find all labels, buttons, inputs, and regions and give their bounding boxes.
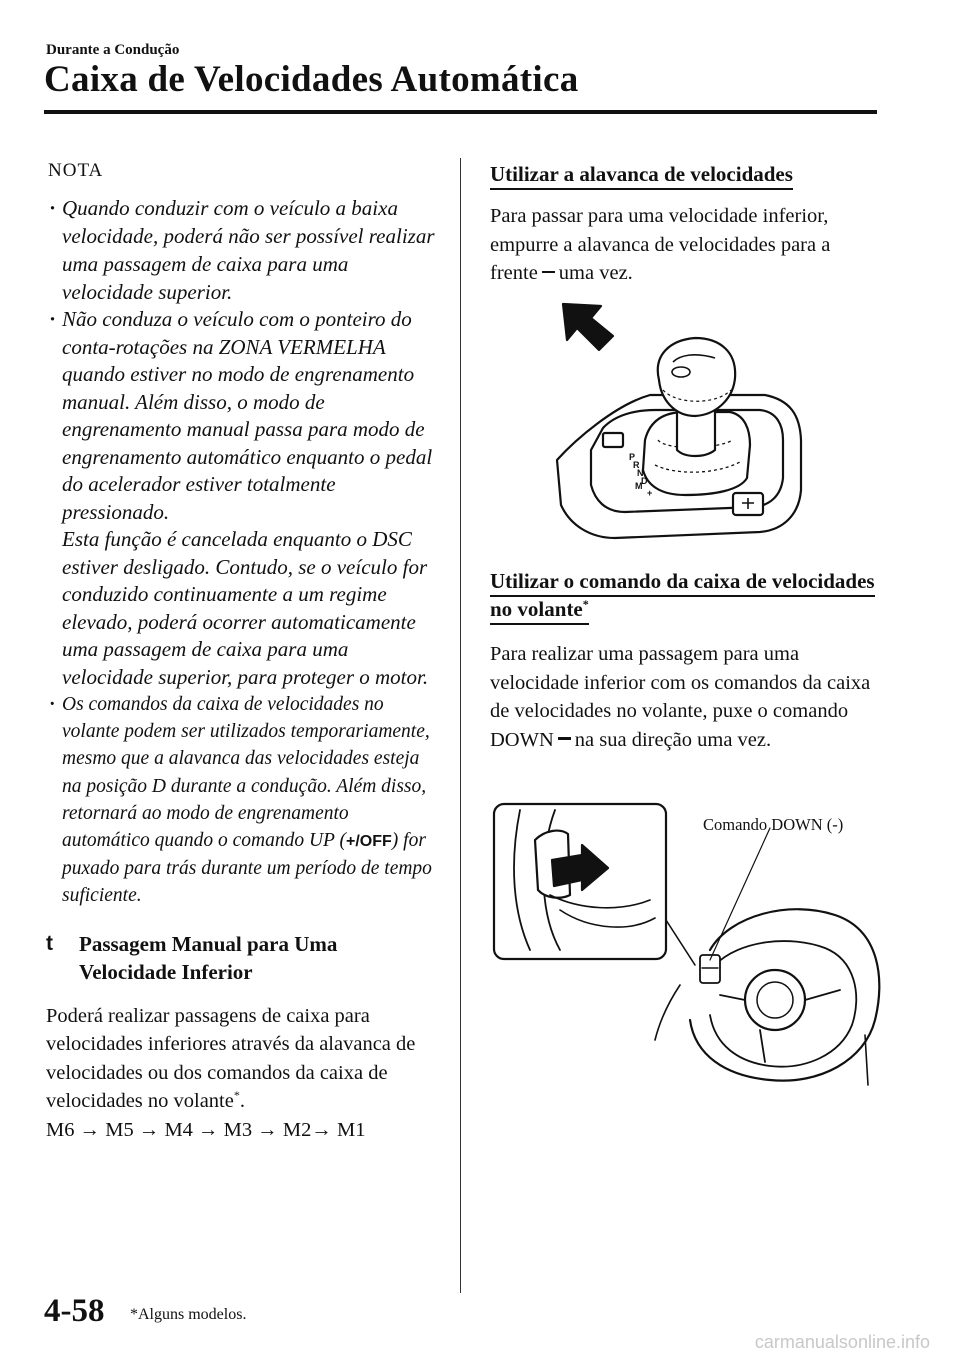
shift-letter-d: D: [641, 476, 648, 486]
note-list: [46, 194, 438, 910]
shift-lever-text-end: uma vez.: [558, 262, 633, 284]
left-column: [46, 158, 438, 1144]
footnote-asterisk: *: [233, 1088, 240, 1103]
footnote-asterisk: *: [582, 597, 589, 611]
section-marker-icon: t: [46, 931, 53, 955]
subheading-text: Passagem Manual para Uma Velocidade Inferior: [79, 931, 338, 984]
subheading: [46, 930, 438, 986]
shift-lever-illustration: [555, 300, 805, 555]
body-paragraph: [46, 1002, 438, 1145]
note-text-end: ) for puxado para trás durante um período de tempo suficiente.: [62, 830, 432, 907]
note-continuation: Esta função é cancelada enquanto o DSC estiver desligado. Contudo, se o veículo for conduzido continuamente a um regime elevado, poderá ocorrer automaticamente uma passagem de caixa para uma velocidade superior, para proteger o motor.: [62, 527, 429, 689]
shift-letter-plus: +: [647, 488, 653, 498]
shift-lever-paragraph: [490, 202, 882, 288]
page-title: Caixa de Velocidades Automática: [44, 59, 579, 100]
steering-wheel-illustration: [490, 800, 890, 1100]
section-label: Durante a Condução: [46, 42, 180, 58]
body-text: Poderá realizar passagens de caixa para velocidades inferiores através da alavanca de velocidades ou dos comandos da caixa de velocidades no volante: [46, 1004, 416, 1113]
minus-icon: [558, 737, 571, 740]
body-text-end: .: [239, 1090, 245, 1113]
column-divider: [460, 158, 461, 1293]
note-item: [46, 691, 438, 910]
right-column: [490, 160, 882, 288]
title-rule: [44, 110, 877, 114]
footnote: *Alguns modelos.: [130, 1306, 247, 1323]
page-number: 4-58: [44, 1293, 105, 1329]
shift-letter-r: R: [633, 460, 640, 470]
shift-letter-m: M: [635, 481, 643, 491]
nota-label: NOTA: [48, 160, 104, 181]
shift-lever-text: Para passar para uma velocidade inferior, empurre a alavanca de velocidades para a frente: [490, 205, 831, 284]
paddle-heading-text: Utilizar o comando da caixa de velocidades no volante: [490, 569, 875, 621]
gear-sequence: M6 → M5 → M4 → M3 → M2→ M1: [46, 1118, 366, 1141]
note-item: [46, 306, 438, 691]
watermark: carmanualsonline.info: [754, 1332, 930, 1352]
paddle-heading-wrap: [490, 567, 882, 623]
note-text: Não conduza o veículo com o ponteiro do conta-rotações na ZONA VERMELHA quando estiver no modo de engrenamento manual. Além disso, o modo de engrenamento manual passa para modo de engrenamento automático enquanto o pedal do acelerador estiver totalmente pressionado.: [62, 307, 433, 524]
note-item: · Quando conduzir com o veículo a baixa velocidade, poderá não ser possível realizar uma passagem de caixa para uma velocidade superior.: [46, 194, 438, 306]
paddle-heading: [490, 569, 875, 625]
paddle-text-end: na sua direção uma vez.: [574, 728, 772, 751]
shift-lever-heading: Utilizar a alavanca de velocidades: [490, 162, 793, 190]
note-text: Os comandos da caixa de velocidades no volante podem ser utilizados temporariamente, mesmo que a alavanca das velocidades esteja na posição D durante a condução. Além disso, retornará ao modo de engrenamento automático quando o comando UP (: [62, 694, 430, 852]
minus-icon: [542, 271, 555, 274]
paddle-paragraph: [490, 640, 882, 754]
paddle-text: Para realizar uma passagem para uma velocidade inferior com os comandos da caixa de velocidades no volante, puxe o comando DOWN: [490, 643, 871, 751]
shift-letter-n: N: [637, 468, 644, 478]
up-off-key-label: +/OFF: [346, 833, 392, 851]
down-paddle-label: Comando DOWN (-): [703, 815, 844, 834]
shift-letter-p: P: [629, 452, 636, 462]
